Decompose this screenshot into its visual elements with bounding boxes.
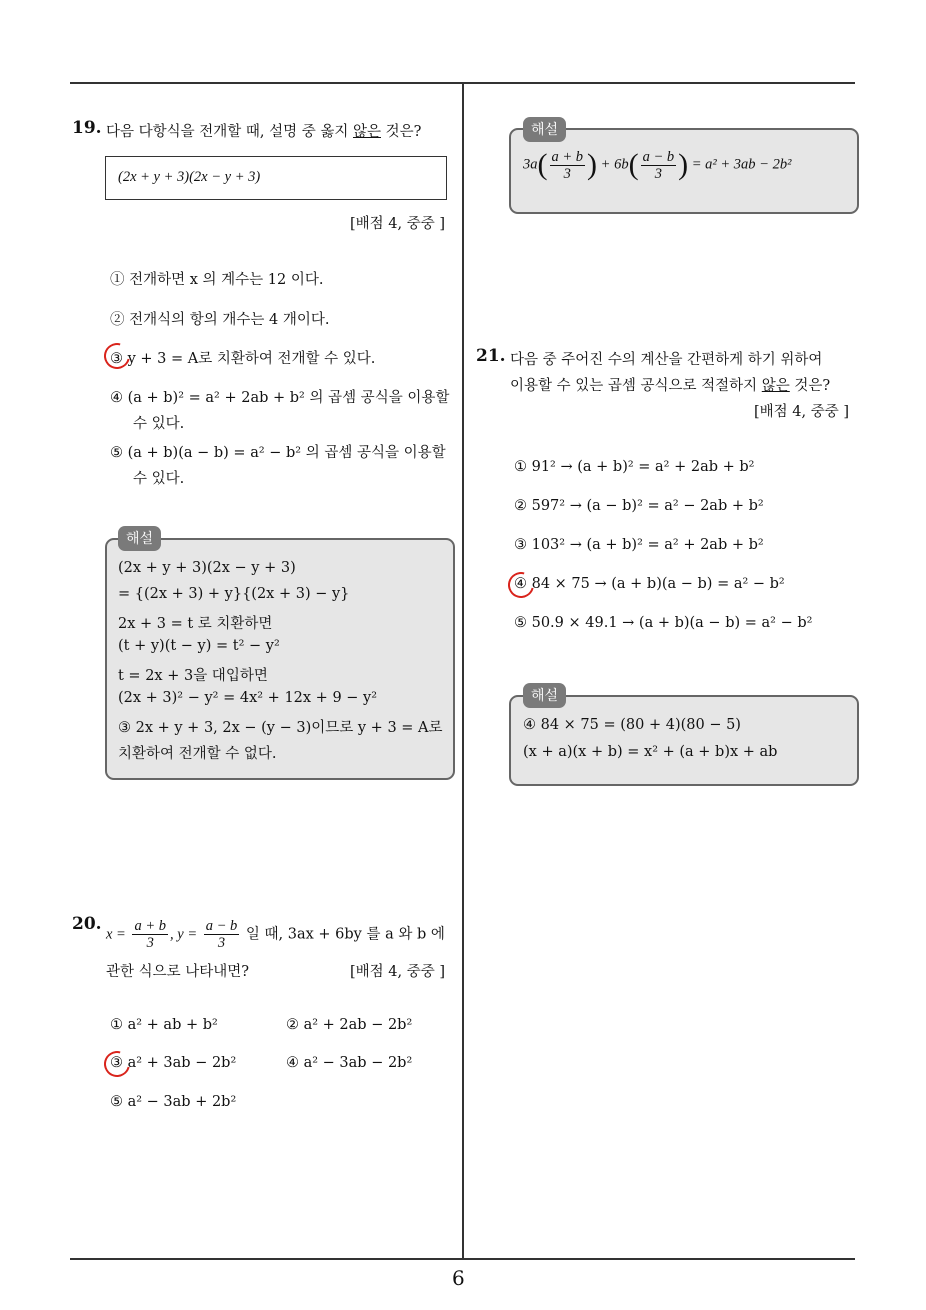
option-2[interactable]: ② 전개식의 항의 개수는 4 개이다. <box>110 312 330 328</box>
option-3[interactable]: ③ 103² → (a + b)² = a² + 2ab + b² <box>514 537 764 553</box>
solution-tag: 해설 <box>523 117 566 142</box>
option-1[interactable]: ① 전개하면 x 의 계수는 12 이다. <box>110 272 324 288</box>
option-4[interactable]: ④ a² − 3ab − 2b² <box>286 1055 413 1071</box>
score-label: [배점 4, 중중 ] <box>350 964 446 980</box>
question-stem: 다음 중 주어진 수의 계산을 간편하게 하기 위하여 <box>510 352 823 368</box>
expression-box <box>105 156 447 200</box>
solution-line: (x + a)(x + b) = x² + (a + b)x + ab <box>523 744 778 760</box>
solution-line: (2x + y + 3)(2x − y + 3) <box>118 560 296 576</box>
score-label: [배점 4, 중중 ] <box>754 404 850 420</box>
solution-equation: 3a( $\frac{a + b}{3}$ ) + 6b( $\frac{a - b}{3}$ ) = a² + 3ab − 2b² <box>523 148 792 182</box>
option-3[interactable]: ③ a² + 3ab − 2b² <box>110 1055 237 1071</box>
solution-line: 2x + 3 = t 로 치환하면 <box>118 616 273 632</box>
option-5-continued: 수 있다. <box>133 471 185 487</box>
option-3[interactable]: ③ y + 3 = A로 치환하여 전개할 수 있다. <box>110 351 376 367</box>
option-5[interactable]: ⑤ (a + b)(a − b) = a² − b² 의 곱셈 공식을 이용할 <box>110 445 446 461</box>
solution-tag: 해설 <box>523 683 566 708</box>
question-number: 21. <box>476 346 506 366</box>
option-5[interactable]: ⑤ 50.9 × 49.1 → (a + b)(a − b) = a² − b² <box>514 615 813 631</box>
solution-line: ③ 2x + y + 3, 2x − (y − 3)이므로 y + 3 = A로 <box>118 720 443 736</box>
option-1[interactable]: ① a² + ab + b² <box>110 1017 218 1033</box>
question-stem-line-2: 관한 식으로 나타내면? <box>106 964 250 980</box>
expression: (2x + y + 3)(2x − y + 3) <box>118 169 261 185</box>
solution-line: = {(2x + 3) + y}{(2x + 3) − y} <box>118 586 350 602</box>
solution-line: (t + y)(t − y) = t² − y² <box>118 638 280 654</box>
fraction-2: $\frac{a - b}{3}$ <box>642 148 675 182</box>
solution-line: ④ 84 × 75 = (80 + 4)(80 − 5) <box>523 717 741 733</box>
fraction-y: $\frac{a - b}{3}$ <box>205 918 238 951</box>
option-4-continued: 수 있다. <box>133 416 185 432</box>
question-stem: x = $\frac{a + b}{3}$ , y = $\frac{a - b}{3}$ 일 때, 3ax + 6by 를 a 와 b 에 <box>106 918 445 951</box>
solution-line: t = 2x + 3을 대입하면 <box>118 668 268 684</box>
option-2[interactable]: ② a² + 2ab − 2b² <box>286 1017 413 1033</box>
score-label: [배점 4, 중중 ] <box>350 216 446 232</box>
solution-box <box>509 695 859 786</box>
column-divider <box>462 83 464 1258</box>
solution-line: (2x + 3)² − y² = 4x² + 12x + 9 − y² <box>118 690 378 706</box>
solution-tag: 해설 <box>118 526 161 551</box>
question-number: 19. <box>72 118 102 138</box>
option-2[interactable]: ② 597² → (a − b)² = a² − 2ab + b² <box>514 498 764 514</box>
option-1[interactable]: ① 91² → (a + b)² = a² + 2ab + b² <box>514 459 755 475</box>
question-stem: 다음 다항식을 전개할 때, 설명 중 옳지 않은 것은? <box>106 124 422 140</box>
question-stem-line-2: 이용할 수 있는 곱셈 공식으로 적절하지 않은 것은? <box>510 378 831 394</box>
option-5[interactable]: ⑤ a² − 3ab + 2b² <box>110 1094 237 1110</box>
option-4[interactable]: ④ (a + b)² = a² + 2ab + b² 의 곱셈 공식을 이용할 <box>110 390 450 406</box>
solution-box <box>105 538 455 780</box>
solution-line: 치환하여 전개할 수 없다. <box>118 746 277 762</box>
fraction-1: $\frac{a + b}{3}$ <box>551 148 584 182</box>
question-number: 20. <box>72 914 102 934</box>
bottom-rule <box>70 1258 855 1260</box>
fraction-x: $\frac{a + b}{3}$ <box>134 918 167 951</box>
page-number: 6 <box>452 1266 465 1290</box>
option-4[interactable]: ④ 84 × 75 → (a + b)(a − b) = a² − b² <box>514 576 785 592</box>
